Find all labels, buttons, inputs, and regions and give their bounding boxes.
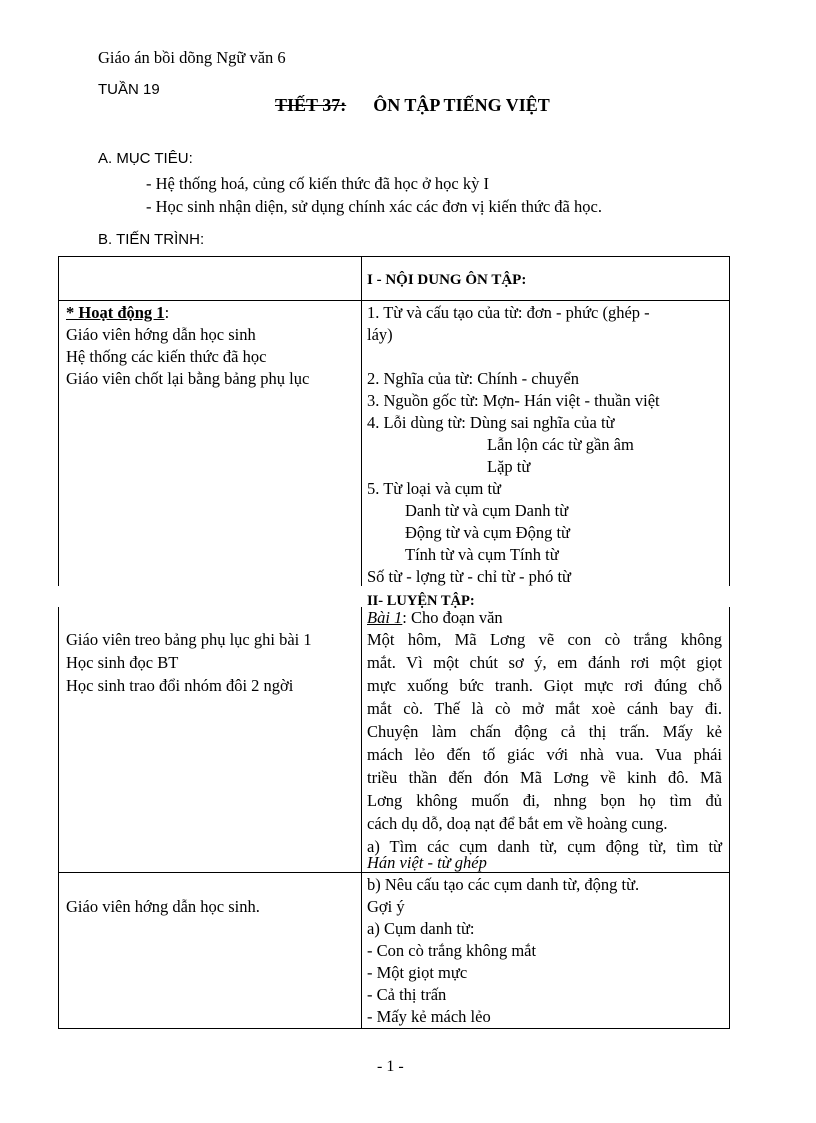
lesson-title: ÔN TẬP TIẾNG VIỆT bbox=[373, 95, 550, 115]
section-a-heading: A. MỤC TIÊU: bbox=[98, 150, 193, 167]
teacher-activity-line: Giáo viên treo bảng phụ lục ghi bài 1 bbox=[66, 630, 312, 649]
passage-line: Chuyện làm chấn động cả thị trấn. Mấy kẻ bbox=[367, 722, 722, 741]
lesson-label: TIẾT 37: bbox=[275, 95, 347, 115]
passage-line: triều thần đến đón Mã Lơng về kinh đô. Mã bbox=[367, 768, 722, 787]
table-border-right bbox=[729, 256, 730, 586]
review-item: Số từ - lợng từ - chỉ từ - phó từ bbox=[367, 567, 571, 586]
teacher-activity-line: Học sinh đọc BT bbox=[66, 653, 179, 672]
review-item: láy) bbox=[367, 325, 393, 344]
hint-line: - Mấy kẻ mách lẻo bbox=[367, 1007, 491, 1026]
teacher-activity-line: Học sinh trao đổi nhóm đôi 2 ngời bbox=[66, 676, 294, 695]
week-label: TUẦN 19 bbox=[98, 81, 160, 98]
section-b-heading: B. TIẾN TRÌNH: bbox=[98, 231, 205, 248]
passage-line: cách dụ dỗ, doạ nạt để bắt em về hoàng cung. bbox=[367, 814, 668, 833]
review-subitem: Lẫn lộn các từ gần âm bbox=[487, 435, 634, 454]
exercise-instruction: : Cho đoạn văn bbox=[402, 608, 503, 627]
question-line: Hán việt - từ ghép bbox=[367, 853, 487, 872]
hint-line: - Cả thị trấn bbox=[367, 985, 447, 1004]
teacher-activity-line: Giáo viên chốt lại bằng bảng phụ lục bbox=[66, 369, 310, 388]
review-subitem: Động từ và cụm Động từ bbox=[405, 523, 570, 542]
hint-line: b) Nêu cấu tạo các cụm danh từ, động từ. bbox=[367, 875, 640, 894]
table-column-divider bbox=[361, 256, 362, 586]
teacher-activity-line: Hệ thống các kiến thức đã học bbox=[66, 347, 267, 366]
objective-item: - Hệ thống hoá, củng cố kiến thức đã học ở học kỳ I bbox=[146, 174, 489, 193]
question-line: a) Tìm các cụm danh từ, cụm động từ, tìm từ bbox=[367, 837, 722, 856]
review-subitem: Tính từ và cụm Tính từ bbox=[405, 545, 559, 564]
page-number: - 1 - bbox=[377, 1058, 404, 1075]
practice-heading: II- LUYỆN TẬP: bbox=[367, 593, 475, 609]
review-item: 5. Từ loại và cụm từ bbox=[367, 479, 501, 498]
passage-line: mắt. Vì một chút sơ ý, em đánh rơi một giọt bbox=[367, 653, 722, 672]
activity-title-colon: : bbox=[164, 303, 170, 322]
review-subitem: Danh từ và cụm Danh từ bbox=[405, 501, 569, 520]
objective-item: - Học sinh nhận diện, sử dụng chính xác các đơn vị kiến thức đã học. bbox=[146, 197, 602, 216]
lesson-title-line bbox=[275, 95, 550, 116]
table-row-divider bbox=[58, 300, 730, 301]
passage-line: mực xuống bức tranh. Giọt mực rơi đúng chỗ bbox=[367, 676, 722, 695]
table-border-top bbox=[58, 256, 730, 257]
review-subitem: Lặp từ bbox=[487, 457, 531, 476]
exercise-label-line bbox=[367, 608, 503, 628]
passage-line: Lơng không muốn đi, nhng bọn họ tìm đủ bbox=[367, 791, 722, 810]
hint-line: - Một giọt mực bbox=[367, 963, 468, 982]
teacher-activity-line: Giáo viên hớng dẫn học sinh bbox=[66, 325, 256, 344]
review-item: 2. Nghĩa của từ: Chính - chuyển bbox=[367, 369, 579, 388]
hint-line: a) Cụm danh từ: bbox=[367, 919, 475, 938]
passage-line: Một hôm, Mã Lơng vẽ con cò trắng không bbox=[367, 630, 722, 649]
passage-line: mách lẻo đến tố giác với nhà vua. Vua phái bbox=[367, 745, 722, 764]
document-header: Giáo án bồi dõng Ngữ văn 6 bbox=[98, 48, 286, 67]
content-review-heading: I - NỘI DUNG ÔN TẬP: bbox=[367, 272, 527, 288]
hint-line: - Con cò trắng không mắt bbox=[367, 941, 537, 960]
table-border-left bbox=[58, 607, 59, 1029]
review-item: 1. Từ và cấu tạo của từ: đơn - phức (ghép - bbox=[367, 303, 650, 322]
table-border-bottom bbox=[58, 1028, 730, 1029]
passage-line: mắt cò. Thế là cò mở mắt xoè cánh bay đi. bbox=[367, 699, 722, 718]
hint-line: Gợi ý bbox=[367, 897, 405, 916]
table-border-left bbox=[58, 256, 59, 586]
activity-title-text: * Hoạt động 1 bbox=[66, 303, 165, 322]
table-column-divider bbox=[361, 607, 362, 1029]
teacher-activity-line: Giáo viên hớng dẫn học sinh. bbox=[66, 897, 260, 916]
exercise-label: Bài 1 bbox=[367, 608, 403, 627]
review-item: 4. Lỗi dùng từ: Dùng sai nghĩa của từ bbox=[367, 413, 615, 432]
table-border-right bbox=[729, 607, 730, 1029]
activity-title bbox=[66, 303, 169, 323]
review-item: 3. Nguồn gốc từ: Mợn- Hán việt - thuần việt bbox=[367, 391, 660, 410]
